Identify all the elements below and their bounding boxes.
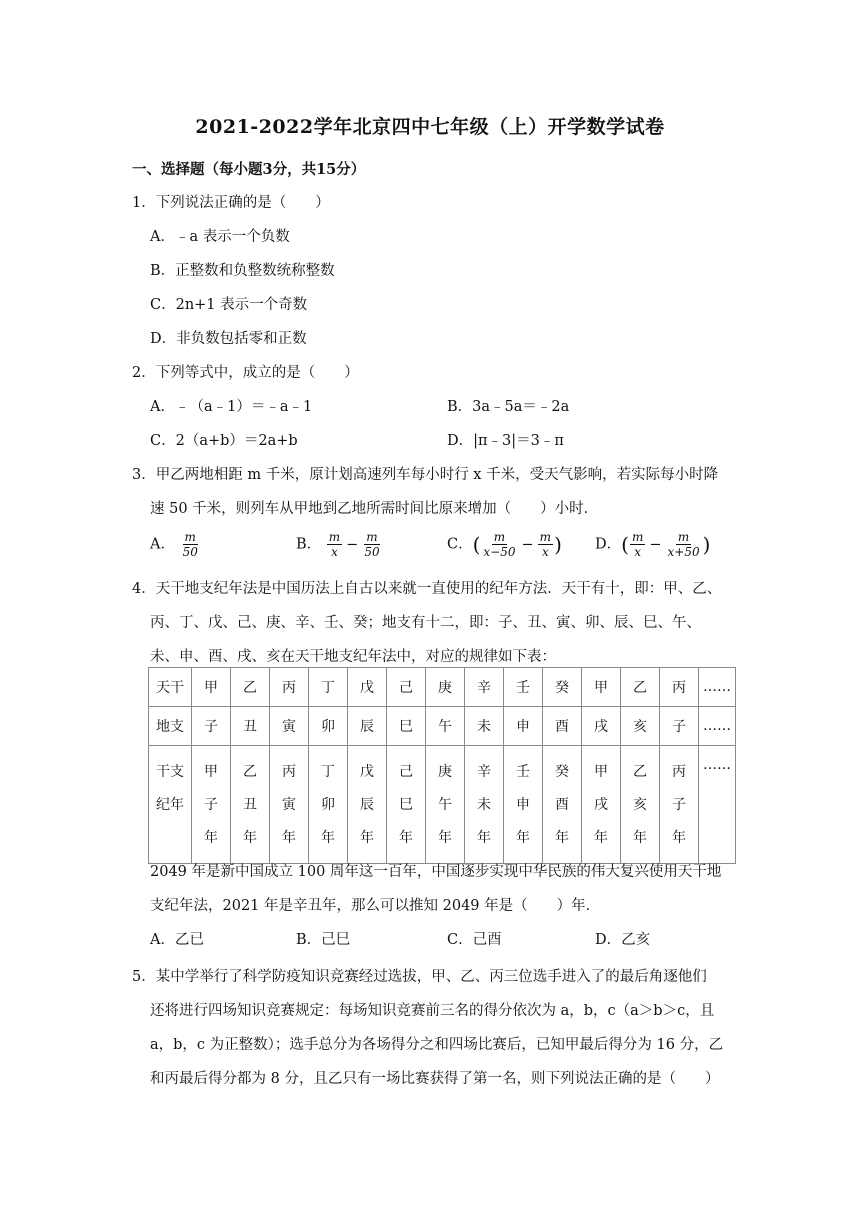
- table-cell: 丁: [309, 668, 348, 707]
- q1-option-a: A．﹣a 表示一个负数: [150, 229, 290, 245]
- q3-option-a: [150, 530, 201, 559]
- table-cell-ganzhi: 癸 酉 年: [543, 746, 582, 864]
- table-cell-ganzhi: 壬 申 年: [504, 746, 543, 864]
- table-cell: 乙: [621, 668, 660, 707]
- fraction: $\frac{m}{50}$: [364, 530, 380, 559]
- q2-option-d: D．|π﹣3|＝3﹣π: [447, 433, 564, 449]
- q5-line1: 5．某中学举行了科学防疫知识竞赛经过选拔，甲、乙、丙三位选手进入了的最后角逐他们: [132, 969, 707, 985]
- table-cell: 巳: [387, 707, 426, 746]
- q1-stem: 1．下列说法正确的是（ ）: [132, 195, 330, 211]
- table-cell: 卯: [309, 707, 348, 746]
- table-row: [149, 746, 736, 864]
- q4-stem-line3: 未、申、酉、戌、亥在天干地支纪年法中，对应的规律如下表：: [150, 649, 556, 665]
- table-cell: 辛: [465, 668, 504, 707]
- table-cell-ganzhi: 甲 子 年: [192, 746, 231, 864]
- q4-option-d: D．乙亥: [595, 932, 651, 948]
- q4-option-b: B．己巳: [296, 932, 351, 948]
- q3-stem-line1: 3．甲乙两地相距 m 千米，原计划高速列车每小时行 x 千米，受天气影响，若实际每小时降: [132, 467, 719, 483]
- fraction: $\frac{m}{x+50}$: [667, 530, 700, 559]
- table-cell: 子: [660, 707, 699, 746]
- q3-option-c-label: C．: [447, 536, 473, 553]
- table-ellipsis: ……: [699, 668, 736, 707]
- table-cell: 甲: [192, 668, 231, 707]
- table-cell: 壬: [504, 668, 543, 707]
- row-head-dizhi: 地支: [149, 707, 192, 746]
- table-cell-ganzhi: 戊 辰 年: [348, 746, 387, 864]
- table-cell: 癸: [543, 668, 582, 707]
- q3-option-d: D．( $\frac{m}{x}$ − $\frac{m}{x+50}$ ): [595, 530, 711, 559]
- page-title: 2021-2022学年北京四中七年级（上）开学数学试卷: [195, 116, 665, 138]
- table-cell-ganzhi: 丙 子 年: [660, 746, 699, 864]
- table-cell: 丙: [270, 668, 309, 707]
- table-cell: 亥: [621, 707, 660, 746]
- q5-line3: a，b，c 为正整数）；选手总分为各场得分之和四场比赛后，已知甲最后得分为 16 分，乙: [150, 1037, 724, 1053]
- table-cell: 子: [192, 707, 231, 746]
- q1-option-c: C．2n+1 表示一个奇数: [150, 297, 308, 313]
- q5-line2: 还将进行四场知识竞赛规定：每场知识竞赛前三名的得分依次为 a，b，c（a＞b＞c，且: [150, 1003, 715, 1019]
- q2-option-a: A．﹣（a﹣1）＝﹣a﹣1: [150, 399, 313, 415]
- table-cell-ganzhi: 丙 寅 年: [270, 746, 309, 864]
- q1-option-b: B．正整数和负整数统称整数: [150, 263, 335, 279]
- table-cell: 辰: [348, 707, 387, 746]
- table-cell-ganzhi: 甲 戌 年: [582, 746, 621, 864]
- table-cell: 申: [504, 707, 543, 746]
- q3-option-a-label: A．: [150, 536, 175, 553]
- fraction: $\frac{m}{x}$: [328, 530, 341, 559]
- ganzhi-table: [148, 667, 736, 864]
- q4-stem-line2: 丙、丁、戊、己、庚、辛、壬、癸；地支有十二，即：子、丑、寅、卯、辰、巳、午、: [150, 615, 701, 631]
- table-cell: 丙: [660, 668, 699, 707]
- table-cell-ganzhi: 己 巳 年: [387, 746, 426, 864]
- table-cell: 午: [426, 707, 465, 746]
- q4-after-line1: 2049 年是新中国成立 100 周年这一百年，中国逐步实现中华民族的伟大复兴使用天干地: [150, 864, 722, 880]
- table-cell: 庚: [426, 668, 465, 707]
- q3-option-b: B． $\frac{m}{x}$ − $\frac{m}{50}$: [296, 530, 380, 559]
- fraction: $\frac{m}{50}$: [182, 530, 198, 559]
- fraction: $\frac{m}{x-50}$: [483, 530, 516, 559]
- table-cell: 己: [387, 668, 426, 707]
- table-cell: 未: [465, 707, 504, 746]
- table-ellipsis: ……: [699, 746, 736, 864]
- q3-option-b-label: B．: [296, 536, 322, 553]
- q4-option-c: C．己酉: [447, 932, 502, 948]
- q2-option-c: C．2（a+b）＝2a+b: [150, 433, 298, 449]
- table-cell-ganzhi: 乙 丑 年: [231, 746, 270, 864]
- fraction: $\frac{m}{x}$: [539, 530, 552, 559]
- table-cell-ganzhi: 乙 亥 年: [621, 746, 660, 864]
- q2-option-b: B．3a﹣5a＝﹣2a: [447, 399, 570, 415]
- q3-option-d-label: D．: [595, 536, 622, 553]
- table-cell-ganzhi: 庚 午 年: [426, 746, 465, 864]
- table-cell: 甲: [582, 668, 621, 707]
- q3-stem-line2: 速 50 千米，则列车从甲地到乙地所需时间比原来增加（ ）小时．: [150, 501, 599, 517]
- table-cell: 丑: [231, 707, 270, 746]
- q2-stem: 2．下列等式中，成立的是（ ）: [132, 365, 359, 381]
- table-cell-ganzhi: 丁 卯 年: [309, 746, 348, 864]
- table-ellipsis: ……: [699, 707, 736, 746]
- fraction: $\frac{m}{x}$: [631, 530, 644, 559]
- q4-stem-line1: 4．天干地支纪年法是中国历法上自古以来就一直使用的纪年方法．天干有十，即：甲、乙、: [132, 581, 722, 597]
- row-head-tiangan: 天干: [149, 668, 192, 707]
- q5-line4: 和丙最后得分都为 8 分，且乙只有一场比赛获得了第一名，则下列说法正确的是（ ）: [150, 1071, 720, 1087]
- table-cell: 酉: [543, 707, 582, 746]
- table-row: [149, 668, 736, 707]
- section-heading: 一、选择题（每小题3分，共15分）: [132, 161, 366, 178]
- table-cell-ganzhi: 辛 未 年: [465, 746, 504, 864]
- q3-option-c: C．( $\frac{m}{x-50}$ − $\frac{m}{x}$ ): [447, 530, 562, 559]
- table-cell: 戊: [348, 668, 387, 707]
- q4-option-a: A．乙已: [150, 932, 204, 948]
- table-row: [149, 707, 736, 746]
- table-cell: 寅: [270, 707, 309, 746]
- q4-after-line2: 支纪年法，2021 年是辛丑年，那么可以推知 2049 年是（ ）年．: [150, 898, 601, 914]
- row-head-ganzhi: 干支纪年: [149, 746, 192, 864]
- q1-option-d: D．非负数包括零和正数: [150, 331, 307, 347]
- table-cell: 戌: [582, 707, 621, 746]
- table-cell: 乙: [231, 668, 270, 707]
